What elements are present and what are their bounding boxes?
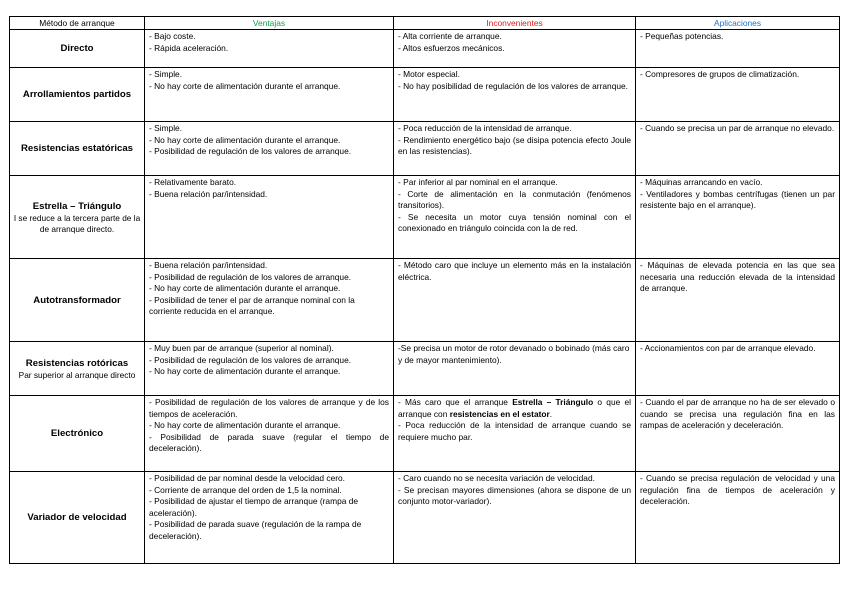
inconveniente-item: - Poca reducción de la intensidad de arranque. (398, 123, 572, 133)
aplicaciones-cell (636, 30, 840, 68)
ventaja-item: - Posibilidad de regulación de los valores de arranque y de los tiempos de aceleración. (149, 397, 389, 419)
method-note: Par superior al arranque directo (18, 369, 136, 380)
aplicacion-item: - Cuando el par de arranque no ha de ser elevado o cuando se precisa una regulación fina en las rampas de aceleración y deceleración. (640, 397, 835, 430)
aplicacion-item: - Máquinas arrancando en vacío. (640, 177, 763, 187)
method-name: Autotransformador (33, 294, 121, 306)
ventaja-item: - Corriente de arranque del orden de 1,5 la nominal. (149, 484, 342, 495)
aplicacion-item: - Compresores de grupos de climatización. (640, 69, 800, 79)
ventaja-item: - Simple. (149, 69, 183, 79)
inconveniente-item: - Rendimiento energético bajo (se disipa potencia efecto Joule en las resistencias). (398, 134, 631, 156)
table-row (10, 122, 840, 176)
method-cell (10, 176, 145, 259)
aplicacion-item: - Accionamientos con par de arranque elevado. (640, 343, 816, 353)
header-inconvenientes: Inconvenientes (394, 17, 636, 30)
ventaja-item: - Posibilidad de regulación de los valores de arranque. (149, 146, 352, 156)
method-cell (10, 342, 145, 396)
ventaja-item: - Posibilidad de par nominal desde la velocidad cero. (149, 473, 345, 483)
inconveniente-item: - Se necesita un motor cuya tensión nominal con el conexionado en triángulo coincida con la de red. (398, 211, 631, 233)
ventaja-item: - Simple. (149, 123, 183, 133)
table-row (10, 30, 840, 68)
ventaja-item: - Posibilidad de regulación de los valores de arranque. (149, 354, 352, 365)
ventajas-cell (145, 30, 394, 68)
aplicaciones-cell (636, 176, 840, 259)
ventaja-item: - Relativamente barato. (149, 177, 237, 187)
method-cell (10, 30, 145, 68)
method-name: Resistencias estatóricas (21, 143, 133, 154)
aplicacion-item: - Cuando se precisa un par de arranque no elevado. (640, 123, 835, 133)
method-name: Electrónico (50, 428, 104, 439)
ventaja-item: - Bajo coste. (149, 31, 196, 41)
inconveniente-item: - Método caro que incluye un elemento más en la instalación eléctrica. (398, 260, 631, 282)
aplicaciones-cell (636, 68, 840, 122)
ventajas-cell (145, 122, 394, 176)
inconveniente-item: - Alta corriente de arranque. (398, 31, 502, 41)
ventaja-item: - No hay corte de alimentación durante el arranque. (149, 80, 341, 91)
inconveniente-item: - Se precisan mayores dimensiones (ahora se dispone de un conjunto motor-variador). (398, 484, 631, 506)
header-metodo: Método de arranque (10, 17, 145, 30)
table-row (10, 472, 840, 564)
inconveniente-bold-text: Estrella – Triángulo (512, 397, 594, 407)
method-cell (10, 396, 145, 472)
inconveniente-item: - Caro cuando no se necesita variación de velocidad. (398, 473, 595, 483)
inconvenientes-cell (394, 472, 636, 564)
inconvenientes-cell (394, 396, 636, 472)
method-name: Arrollamientos partidos (22, 89, 132, 100)
inconveniente-item: - Corte de alimentación en la conmutación (fenómenos transitorios). (398, 188, 631, 210)
header-row (10, 17, 840, 30)
method-cell (10, 122, 145, 176)
inconvenientes-cell (394, 259, 636, 342)
header-ventajas: Ventajas (145, 17, 394, 30)
inconveniente-text: . (549, 408, 553, 419)
method-note: I se reduce a la tercera parte de la de arranque directo. (13, 212, 141, 234)
method-cell (10, 472, 145, 564)
inconvenientes-cell (394, 68, 636, 122)
ventajas-cell (145, 396, 394, 472)
ventaja-item: - No hay corte de alimentación durante el arranque. (149, 134, 341, 145)
aplicaciones-cell (636, 342, 840, 396)
inconveniente-bold-text: resistencias en el estator (449, 408, 550, 419)
aplicacion-item: - Pequeñas potencias. (640, 31, 724, 41)
method-name: Resistencias rotóricas (25, 357, 129, 369)
method-name: Directo (60, 43, 94, 54)
ventaja-item: - Posibilidad de tener el par de arranque nominal con la corriente reducida en el arranque. (149, 294, 355, 316)
inconveniente-text: o que el arranque con (398, 397, 631, 419)
inconveniente-item (398, 397, 631, 420)
ventaja-item: - Buena relación par/intensidad. (149, 188, 268, 199)
inconveniente-text: - Más caro que el arranque (398, 397, 513, 407)
aplicacion-item: - Ventiladores y bombas centrífugas (tienen un par resistente bajo en el arranque). (640, 188, 835, 210)
table-row (10, 68, 840, 122)
table-row (10, 176, 840, 259)
aplicacion-item: - Máquinas de elevada potencia en las que sea necesaria una reducción elevada de la intensidad de arranque. (640, 260, 835, 293)
table-row (10, 396, 840, 472)
aplicaciones-cell (636, 396, 840, 472)
ventaja-item: - Muy buen par de arranque (superior al nominal). (149, 343, 334, 353)
table-row (10, 259, 840, 342)
comparison-table (9, 16, 840, 564)
method-name: Variador de velocidad (27, 512, 127, 523)
header-aplicaciones: Aplicaciones (636, 17, 840, 30)
ventaja-item: - Rápida aceleración. (149, 42, 229, 53)
inconveniente-item: - Motor especial. (398, 69, 460, 79)
aplicaciones-cell (636, 122, 840, 176)
inconvenientes-cell (394, 342, 636, 396)
ventajas-cell (145, 68, 394, 122)
aplicaciones-cell (636, 259, 840, 342)
aplicaciones-cell (636, 472, 840, 564)
method-name: Estrella – Triángulo (32, 200, 122, 212)
inconveniente-item: - Poca reducción de la intensidad de arranque cuando se requiere mucho par. (398, 420, 631, 442)
ventaja-item: - No hay corte de alimentación durante el arranque. (149, 366, 341, 376)
ventaja-item: - Posibilidad de parada suave (regulación de la rampa de deceleración). (149, 519, 362, 541)
inconveniente-item: - Par inferior al par nominal en el arranque. (398, 177, 558, 187)
method-cell (10, 259, 145, 342)
ventaja-item: - Posibilidad de ajustar el tiempo de arranque (rampa de aceleración). (149, 496, 359, 518)
ventajas-cell (145, 342, 394, 396)
ventajas-cell (145, 472, 394, 564)
inconvenientes-cell (394, 122, 636, 176)
table-row (10, 342, 840, 396)
ventaja-item: - No hay corte de alimentación durante el arranque. (149, 420, 341, 430)
aplicacion-item: - Cuando se precisa regulación de velocidad y una regulación fina de tiempos de aceleración y deceleración. (640, 473, 835, 506)
inconvenientes-cell (394, 30, 636, 68)
ventaja-item: - Posibilidad de regulación de los valores de arranque. (149, 271, 352, 282)
inconveniente-item: - Altos esfuerzos mecánicos. (398, 42, 505, 53)
inconvenientes-cell (394, 176, 636, 259)
ventaja-item: - Buena relación par/intensidad. (149, 260, 268, 270)
method-cell (10, 68, 145, 122)
ventajas-cell (145, 176, 394, 259)
inconveniente-item: -Se precisa un motor de rotor devanado o bobinado (más caro y de mayor mantenimiento). (398, 343, 630, 365)
ventajas-cell (145, 259, 394, 342)
ventaja-item: - Posibilidad de parada suave (regular el tiempo de deceleración). (149, 431, 389, 453)
inconveniente-item: - No hay posibilidad de regulación de los valores de arranque. (398, 80, 628, 91)
ventaja-item: - No hay corte de alimentación durante el arranque. (149, 283, 341, 293)
